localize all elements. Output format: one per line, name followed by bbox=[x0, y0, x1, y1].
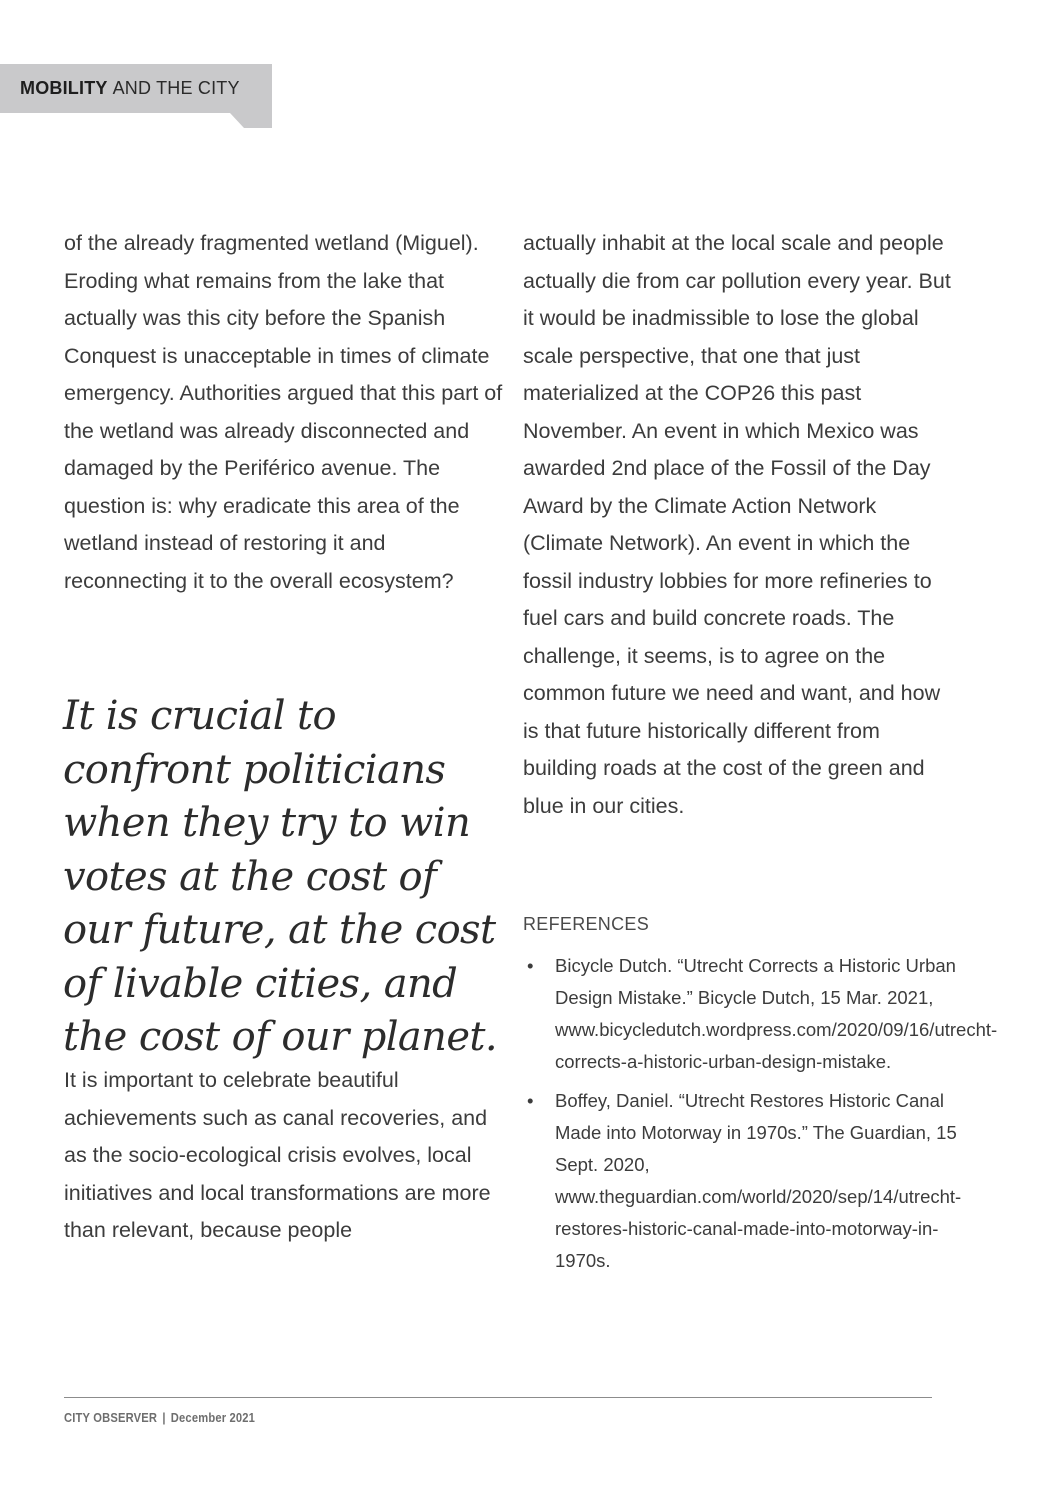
publication-name: CITY OBSERVER bbox=[64, 1410, 158, 1425]
section-header-tab bbox=[0, 64, 272, 113]
section-title-strong: MOBILITY bbox=[20, 78, 108, 98]
reference-item bbox=[523, 1085, 963, 1277]
reference-text: Boffey, Daniel. “Utrecht Restores Historic Canal Made into Motorway in 1970s.” The Guardian, 15 Sept. 2020, www.theguardian.com/world/2020/sep/14/utrecht-restores-historic-canal-made-into-motorway-in-1970s. bbox=[555, 1090, 962, 1271]
body-paragraph: of the already fragmented wetland (Miguel). Eroding what remains from the lake that actually was this city before the Spanish Conquest is unacceptable in times of climate emergency. Authorities argued that this part of the wetland was already disconnected and damaged by the Periférico avenue. The question is: why eradicate this area of the wetland instead of restoring it and reconnecting it to the overall ecosystem? bbox=[64, 231, 503, 593]
page-footer bbox=[64, 1410, 255, 1425]
reference-item bbox=[523, 950, 998, 1078]
reference-text: Bicycle Dutch. “Utrecht Corrects a Historic Urban Design Mistake.” Bicycle Dutch, 15 Mar. 2021, www.bicycledutch.wordpress.com/2020/09/16/utrecht-corrects-a-historic-urban-design-mistake. bbox=[555, 955, 998, 1072]
issue-date: December 2021 bbox=[170, 1410, 256, 1425]
right-column-body bbox=[523, 225, 953, 825]
footer-divider bbox=[64, 1397, 932, 1398]
section-title-rest: AND THE CITY bbox=[112, 78, 240, 98]
footer-separator: | bbox=[162, 1410, 166, 1425]
references-list bbox=[523, 950, 998, 1284]
left-column-body bbox=[64, 225, 504, 600]
pull-quote: It is crucial to confront politicians when they try to win votes at the cost of our future, at the cost of livable cities, and the cost of our planet. bbox=[63, 693, 497, 1060]
bullet-icon: • bbox=[527, 955, 534, 976]
section-tab-notch-point bbox=[230, 113, 244, 128]
left-column-body-continued bbox=[64, 1062, 504, 1250]
section-tab-notch bbox=[244, 113, 272, 128]
bullet-icon: • bbox=[527, 1090, 534, 1111]
body-paragraph: It is important to celebrate beautiful achievements such as canal recoveries, and as the socio-ecological crisis evolves, local initiatives and local transformations are more than relevant, because people bbox=[64, 1068, 491, 1242]
references-heading: REFERENCES bbox=[523, 914, 650, 934]
body-paragraph: actually inhabit at the local scale and people actually die from car pollution every year. But it would be inadmissible to lose the global scale perspective, that one that just materialized at the COP26 this past November. An event in which Mexico was awarded 2nd place of the Fossil of the Day Award by the Climate Action Network (Climate Network). An event in which the fossil industry lobbies for more refineries to fuel cars and build concrete roads. The challenge, it seems, is to agree on the common future we need and want, and how is that future historically different from building roads at the cost of the green and blue in our cities. bbox=[523, 231, 951, 818]
